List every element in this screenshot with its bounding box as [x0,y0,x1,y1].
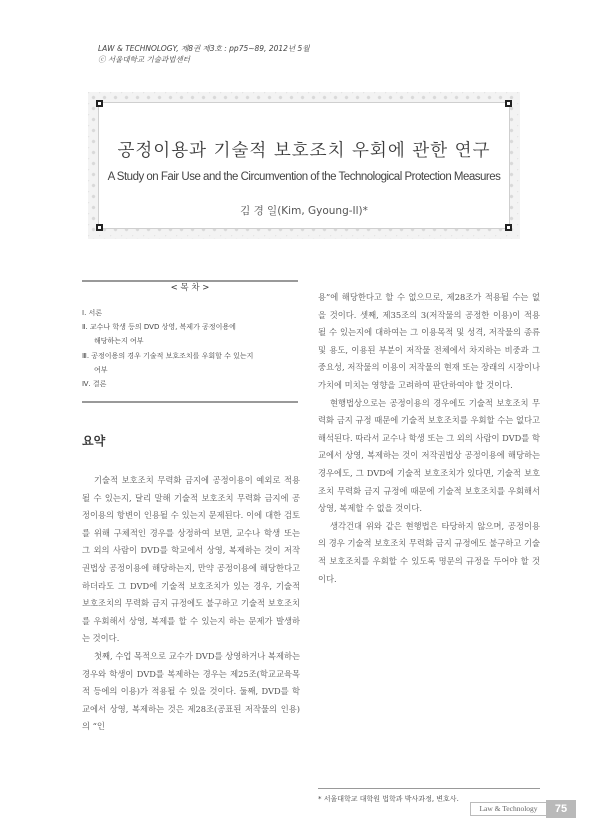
toc-item: Ⅲ. 공정이용의 경우 기술적 보호조치를 우회할 수 있는지 [82,351,254,360]
toc-item: Ⅳ. 결론 [82,380,107,389]
table-of-contents [82,280,298,403]
abstract-heading: 요약 [82,434,106,448]
abstract-paragraph: 첫째, 수업 목적으로 교수가 DVD를 상영하거나 복제하는 경우와 학생이 DVD를 복제하는 경우는 제25조(학교교육목적 등에의 이용)가 적용될 수 있을 것이다. 둘째, DVD를 학교에서 상영, 복제하는 것은 제28조(공표된 저작물의 인용)의 “인 [82,650,300,732]
running-head [98,43,310,65]
page-number-box [546,800,576,818]
toc-list [82,306,298,391]
toc-item: Ⅰ. 서론 [82,309,103,317]
abstract-paragraph: 기술적 보호조치 무력화 금지에 공정이용이 예외로 적용될 수 있는지, 달리 말해 기술적 보호조치 무력화 금지에 공정이용의 항변이 인용될 수 있는지 문제된다. 이에 대한 검토를 위해 구체적인 경우를 상정하여 보면, 교수나 학생 또는 그 외의 사람이 DVD를 학교에서 상영, 복제하는 것이 저작권법상 공정이용에 해당하는지, 만약 공정이용에 해당한다고 하더라도 그 DVD에 기술적 보호조치가 있는 경우, 기술적 보호조치의 무력화 금지 규정에도 불구하고 기술적 보호조치를 우회해서 상영, 복제를 할 수 있는지 하는 문제가 발생하는 것이다. [82,475,300,644]
abstract-right-column [318,289,540,588]
corner-ornament-icon [505,100,512,107]
toc-item-continuation: 해당하는지 여부 [94,337,144,346]
toc-item: Ⅱ. 교수나 학생 등의 DVD 상영, 복제가 공정이용에 [82,323,236,332]
corner-ornament-icon [96,224,103,231]
abstract-paragraph: 생각건대 위와 같은 현행법은 타당하지 않으며, 공정이용의 경우 기술적 보호조치 무력화 금지 규정에도 불구하고 기술적 보호조치를 우회할 수 있도록 명문의 규정을 두어야 할 것이다. [318,520,540,584]
footer-journal-label [470,802,546,816]
footer-journal-name: Law & Technology [479,804,538,813]
footnote-rule [318,788,540,789]
title-english: A Study on Fair Use and the Circumvention of the Technological Protection Measures [107,171,501,183]
corner-ornament-icon [505,224,512,231]
author-name: 김 경 일(Kim, Gyoung-Il)* [240,205,368,217]
toc-item-continuation: 여부 [94,365,108,374]
title-panel [98,102,510,229]
running-head-citation: LAW & TECHNOLOGY, 제8권 제3호 : pp75~89, 2012년 5월 [98,44,310,53]
corner-ornament-icon [96,100,103,107]
title-korean: 공정이용과 기술적 보호조치 우회에 관한 연구 [117,141,491,161]
page-number: 75 [554,803,568,815]
running-head-copyright: ⓒ 서울대학교 기술과법센터 [98,55,190,64]
abstract-paragraph: 용”에 해당한다고 할 수 없으므로, 제28조가 적용될 수는 없을 것이다. 셋째, 제35조의 3(저작물의 공정한 이용)이 적용될 수 있는지에 대하여는 그 이용목적 및 성격, 저작물의 종류 및 용도, 이용된 부분이 저작물 전체에서 차지하는 비중과 그 중요성, 저작물의 이용이 저작물의 현재 또는 장래의 시장이나 가치에 미치는 영향을 고려하여 판단하여야 할 것이다. [318,292,540,390]
toc-heading: < 목 차 > [165,283,216,293]
abstract-paragraph: 현행법상으로는 공정이용의 경우에도 기술적 보호조치 무력화 금지 규정 때문에 기술적 보호조치를 우회할 수는 없다고 해석된다. 따라서 교수나 학생 또는 그 외의 사람이 DVD를 학교에서 상영, 복제하는 것이 저작권법상 공정이용에 해당하는 경우에도, 그 DVD에 기술적 보호조치가 있다면, 기술적 보호조치 무력화 금지 규정에 때문에 기술적 보호조치를 우회해서 상영, 복제할 수 없을 것이다. [318,397,540,514]
abstract-left-column [82,472,300,736]
title-block [88,92,520,239]
footnote: * 서울대학교 대학원 법학과 박사과정, 변호사. [318,795,459,803]
